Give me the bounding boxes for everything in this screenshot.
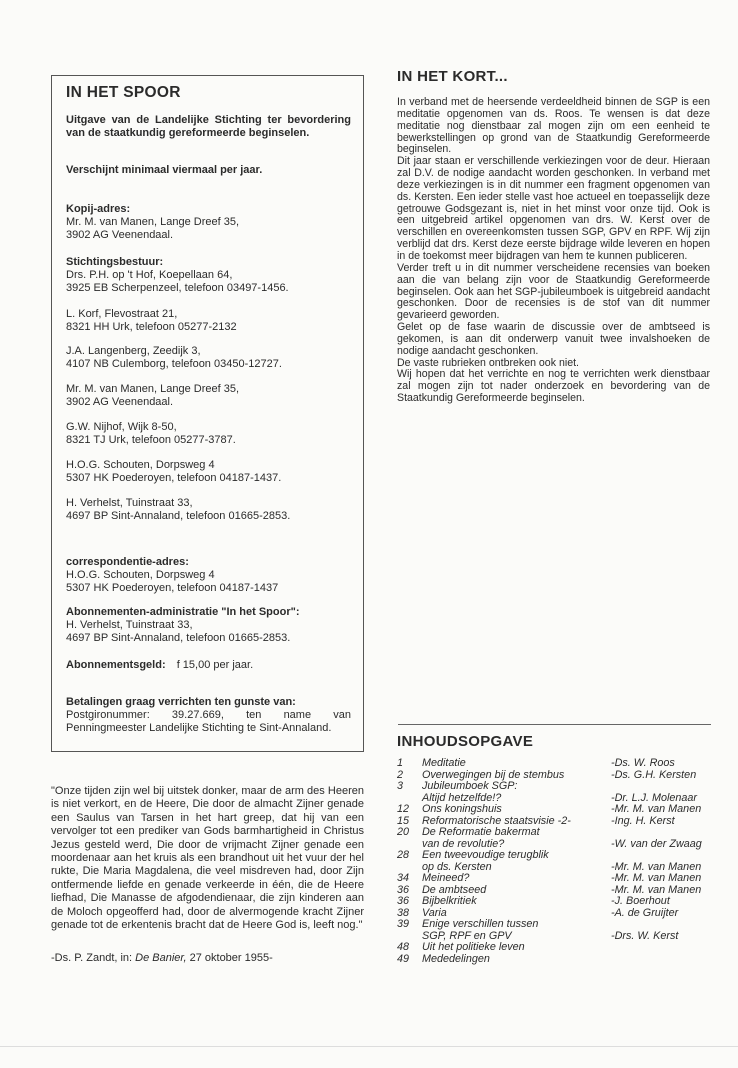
board-member [66, 497, 351, 523]
toc-entry-title: De ambtseed [422, 883, 487, 896]
colophon-subtitle: Uitgave van de Landelijke Stichting ter bevordering van de staatkundig gereformeerde beginselen. [66, 114, 351, 139]
subscription-fee-value: f 15,00 per jaar. [176, 659, 254, 671]
payment-heading: Betalingen graag verrichten ten gunste van: [66, 696, 296, 708]
toc-page-number: 28 [397, 849, 410, 861]
toc-page-number: 48 [397, 941, 410, 953]
paragraph: Dit jaar staan er verschillende verkiezingen voor de deur. Hieraan zal D.V. de nodige aandacht worden geschonken. In verband met deze verkiezingen is in dit nummer een fragment opgenomen van ds. Kersten. Een ieder stelle vast hoe actueel en toepasselijk deze getrouwe Godsgezant is, niet in het minst voor onze tijd. Ook is een uitgebreid artikel opgenomen van drs. W. Kerst over de verschillen en overeenkomsten tussen SGP, GPV en RPF. Wij zijn verblijd dat drs. Kerst deze eerste bijdrage wilde leveren en hopen in de toekomst meer bijdragen van hem te kunnen publiceren. [397, 155, 710, 262]
toc-entry-author: -Ds. G.H. Kersten [611, 768, 697, 781]
toc-entry-author: -Ing. H. Kerst [611, 814, 675, 827]
toc-row [397, 919, 727, 931]
paragraph: In verband met de heersende verdeeldheid binnen de SGP is een meditatie opgenomen van ds. Roos. Te wensen is dat deze meditatie nog dienstbaar zal mogen zijn om een eenheid te bewerkstellingen op grond van de Staatkundig Gereformeerde beginselen. [397, 96, 710, 156]
board-member-line: H. Verhelst, Tuinstraat 33, [66, 497, 193, 509]
subscription-admin-line: 4697 BP Sint-Annaland, telefoon 01665-2853. [66, 632, 291, 644]
board-member-line: J.A. Langenberg, Zeedijk 3, [66, 345, 201, 357]
toc-row [397, 942, 727, 954]
paragraph: De vaste rubrieken ontbreken ook niet. [397, 356, 579, 369]
board-member-line: 3902 AG Veenendaal. [66, 396, 174, 408]
toc-entry-title: op ds. Kersten [422, 860, 492, 873]
toc-entry-author: -W. van der Zwaag [611, 837, 702, 850]
toc-page-number: 36 [397, 895, 410, 907]
toc-entry-title: Uit het politieke leven [422, 941, 525, 953]
toc-page-number: 15 [397, 814, 410, 827]
colophon-frequency: Verschijnt minimaal viermaal per jaar. [66, 164, 263, 176]
kopij-line: Mr. M. van Manen, Lange Dreef 35, [66, 216, 240, 228]
toc-row [397, 804, 727, 816]
toc-entry-title: Jubileumboek SGP: [422, 780, 518, 792]
toc-entry-title: Een tweevoudige terugblik [422, 849, 549, 861]
page-edge-line [0, 1046, 738, 1047]
board-member [66, 345, 351, 371]
kopij-heading: Kopij-adres: [66, 203, 131, 215]
subscription-admin-heading: Abonnementen-administratie "In het Spoor": [66, 606, 300, 618]
subscription-fee [66, 659, 351, 672]
board-member-line: 8321 TJ Urk, telefoon 05277-3787. [66, 434, 236, 446]
toc-row [397, 954, 727, 966]
toc-entry-title: Reformatorische staatsvisie -2- [422, 814, 571, 827]
table-of-contents [397, 758, 727, 965]
toc-page-number: 2 [397, 768, 404, 781]
correspondence-heading: correspondentie-adres: [66, 556, 189, 568]
toc-page-number: 39 [397, 918, 410, 930]
board-member [66, 383, 351, 409]
payment-info [66, 696, 351, 735]
payment-text: Postgironummer: 39.27.669, ten name van Penningmeester Landelijke Stichting te Sint-Annaland. [66, 709, 351, 734]
board-member-line: Mr. M. van Manen, Lange Dreef 35, [66, 383, 240, 395]
toc-page-number: 20 [397, 826, 410, 838]
paragraph: Verder treft u in dit nummer verscheidene recensies van boeken aan die van belang zijn voor de Staatkundig Gereformeerde beginselen. Ook aan het SGP-jubileumboek is uitgebreid aandacht geschonken. Door de recensies is de stof van dit nummer gevarieerd geworden. [397, 261, 710, 322]
paragraph: Wij hopen dat het verrichte en nog te verrichten werk dienstbaar zal mogen zijn tot nader onderzoek en bevordering van de Staatkundig Gereformeerde beginselen. [397, 368, 710, 405]
toc-entry-title: De Reformatie bakermat [422, 826, 540, 838]
board-member [66, 421, 351, 447]
quote-text: "Onze tijden zijn wel bij uitstek donker, maar de arm des Heeren is niet verkort, en de Heere, Die door de almacht Zijner genade een Saulus van Tarsen in het hart greep, dat hij van een vervolger tot een prediker van Gods barmhartigheid in Christus Jezus gesteld werd, Die door de vrijmacht Zijner genade een moordenaar aan het kruis als een brandhout uit het vuur der hel rukte, Die Maria Magdalena, die veel misdreven had, door Zijn ontfermende liefde en genade verkeerde in één, die de Heere liefhad, Die Manasse de afgodendienaar, die zijn kinderen aan de Moloch opgeofferd had, door de alvermogende kracht Zijner genade tot de erkentenis bracht dat de Heere God is, leeft nog." [51, 785, 364, 932]
toc-entry-author: -J. Boerhout [611, 895, 670, 907]
board-member-line: Drs. P.H. op 't Hof, Koepellaan 64, [66, 269, 233, 281]
board-heading-block [66, 256, 351, 295]
board-member-line: L. Korf, Flevostraat 21, [66, 308, 178, 320]
toc-page-number: 34 [397, 872, 410, 884]
toc-entry-author: -Mr. M. van Manen [611, 872, 702, 884]
in-het-kort-text [397, 97, 710, 405]
board-member-line: 4697 BP Sint-Annaland, telefoon 01665-2853. [66, 510, 291, 522]
quote-source-title: De Banier, [135, 952, 187, 964]
toc-entry-title: Meineed? [422, 872, 470, 884]
correspondence-address [66, 556, 351, 595]
toc-entry-title: Ons koningshuis [422, 803, 502, 815]
toc-entry-title: van de revolutie? [422, 837, 505, 850]
correspondence-line: H.O.G. Schouten, Dorpsweg 4 [66, 569, 215, 581]
toc-page-number: 38 [397, 906, 410, 919]
toc-entry-title: Altijd hetzelfde!? [422, 791, 502, 804]
toc-title: INHOUDSOPGAVE [397, 733, 534, 750]
toc-page-number: 49 [397, 952, 410, 965]
toc-entry-author: -Mr. M. van Manen [611, 803, 702, 815]
toc-page-number: 12 [397, 803, 410, 815]
toc-entry-author: -Mr. M. van Manen [611, 860, 702, 873]
subscription-admin [66, 606, 351, 645]
toc-row [397, 873, 727, 885]
toc-row [397, 758, 727, 770]
toc-entry-title: Bijbelkritiek [422, 895, 477, 907]
in-het-kort-title: IN HET KORT... [397, 68, 508, 85]
toc-entry-author: -A. de Gruijter [611, 906, 679, 919]
toc-entry-title: Varia [422, 906, 447, 919]
board-member-line: H.O.G. Schouten, Dorpsweg 4 [66, 459, 215, 471]
toc-entry-author: -Ds. W. Roos [611, 757, 675, 769]
subscription-fee-label: Abonnementsgeld: [66, 659, 166, 671]
board-heading: Stichtingsbestuur: [66, 256, 164, 268]
toc-page-number: 36 [397, 883, 410, 896]
toc-entry-author: -Drs. W. Kerst [611, 929, 679, 942]
board-member-line: G.W. Nijhof, Wijk 8-50, [66, 421, 177, 433]
board-member-line: 4107 NB Culemborg, telefoon 03450-12727. [66, 358, 282, 370]
toc-row [397, 827, 727, 839]
subscription-admin-line: H. Verhelst, Tuinstraat 33, [66, 619, 193, 631]
board-member-line: 8321 HH Urk, telefoon 05277-2132 [66, 321, 237, 333]
section-divider [398, 724, 711, 725]
kopij-line: 3902 AG Veenendaal. [66, 229, 174, 241]
board-member-line: 3925 EB Scherpenzeel, telefoon 03497-1456. [66, 282, 289, 294]
board-member [66, 459, 351, 485]
quote-source-prefix: -Ds. P. Zandt, in: [51, 952, 136, 964]
correspondence-line: 5307 HK Poederoyen, telefoon 04187-1437 [66, 582, 279, 594]
colophon-title: IN HET SPOOR [66, 84, 181, 101]
quote-source [51, 952, 273, 964]
board-member-line: 5307 HK Poederoyen, telefoon 04187-1437. [66, 472, 282, 484]
board-member [66, 308, 351, 334]
toc-entry-author: -Mr. M. van Manen [611, 883, 702, 896]
toc-page-number: 1 [397, 757, 404, 769]
paragraph: Gelet op de fase waarin de discussie over de ambtseed is gekomen, is aan dit onderwerp vanuit twee invalshoeken de nodige aandacht geschonken. [397, 321, 710, 357]
toc-row [397, 781, 727, 793]
toc-entry-title: SGP, RPF en GPV [422, 929, 512, 942]
toc-entry-title: Overwegingen bij de stembus [422, 768, 565, 781]
colophon-box [51, 75, 364, 752]
toc-row [397, 850, 727, 862]
quote-source-date: 27 oktober 1955- [186, 952, 273, 964]
kopij-address [66, 203, 351, 242]
toc-entry-title: Enige verschillen tussen [422, 918, 539, 930]
toc-entry-title: Mededelingen [422, 952, 490, 965]
toc-page-number: 3 [397, 780, 404, 792]
toc-entry-author: -Dr. L.J. Molenaar [611, 791, 698, 804]
toc-entry-title: Meditatie [422, 757, 466, 769]
toc-row [397, 896, 727, 908]
